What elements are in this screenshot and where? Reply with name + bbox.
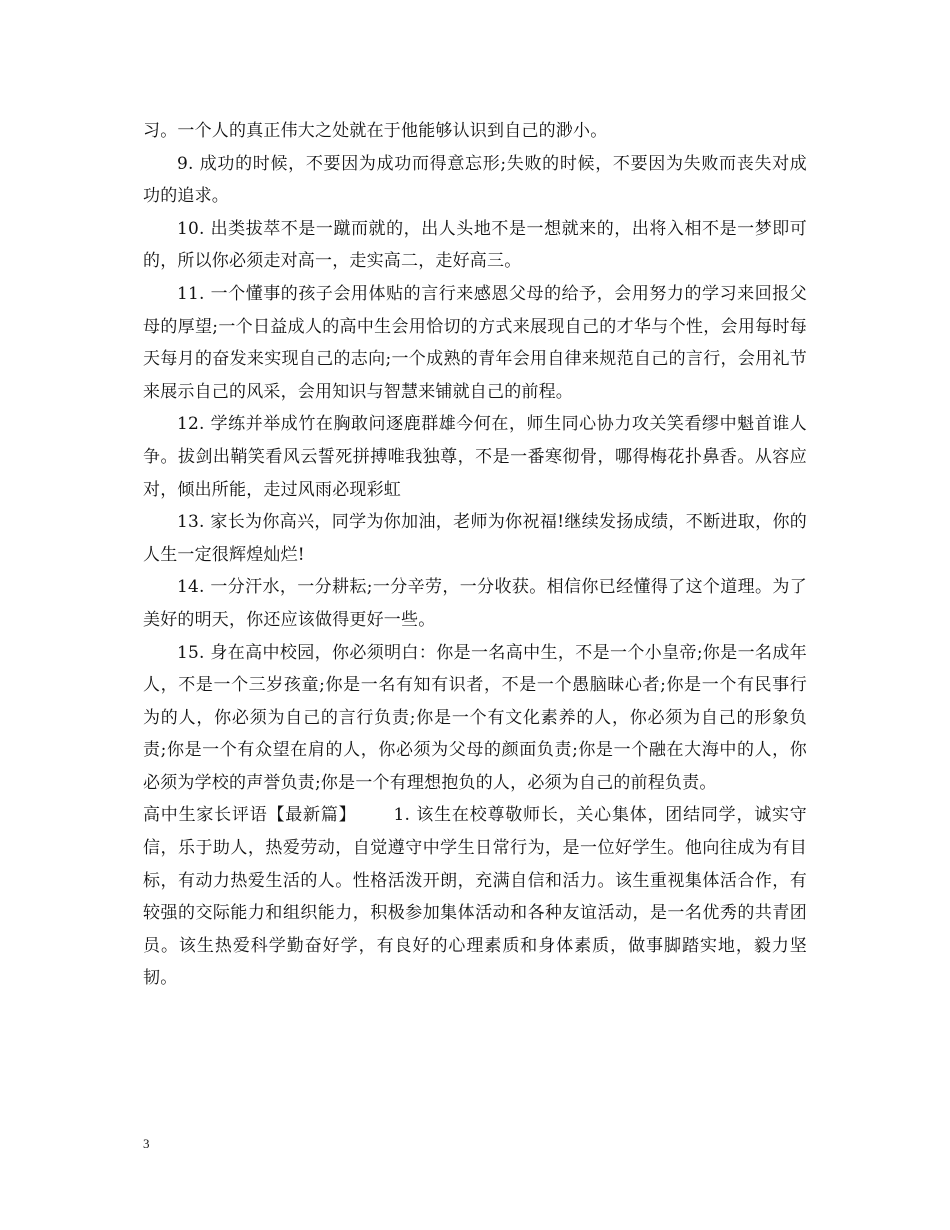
- paragraph-item-14: 14. 一分汗水，一分耕耘;一分辛劳，一分收获。相信你已经懂得了这个道理。为了美好的明天，你还应该做得更好一些。: [143, 577, 807, 630]
- paragraph-continuation: 习。一个人的真正伟大之处就在于他能够认识到自己的渺小。: [143, 121, 608, 141]
- heading-gap: [356, 805, 393, 825]
- document-body: [143, 115, 807, 995]
- page-number: 3: [143, 1136, 150, 1151]
- section-body: 1. 该生在校尊敬师长，关心集体，团结同学，诚实守信，乐于助人，热爱劳动，自觉遵守中学生日常行为，是一位好学生。他向往成为有目标，有动力热爱生活的人。性格活泼开朗，充满自信和活力。该生重视集体活合作，有较强的交际能力和组织能力，积极参加集体活动和各种友谊活动，是一名优秀的共青团员。该生热爱科学勤奋好学，有良好的心理素质和身体素质，做事脚踏实地，毅力坚韧。: [143, 805, 807, 989]
- paragraph-item-13: 13. 家长为你高兴，同学为你加油，老师为你祝福!继续发扬成绩，不断进取，你的人生一定很辉煌灿烂!: [143, 512, 807, 565]
- paragraph-item-9: 9. 成功的时候，不要因为成功而得意忘形;失败的时候，不要因为失败而丧失对成功的追求。: [143, 153, 807, 207]
- paragraph-item-15: 15. 身在高中校园，你必须明白：你是一名高中生，不是一个小皇帝;你是一名成年人，不是一个三岁孩童;你是一名有知有识者，不是一个愚脑昧心者;你是一个有民事行为的人，你必须为自己的言行负责;你是一个有文化素养的人，你必须为自己的形象负责;你是一个有众望在肩的人，你必须为父母的颜面负责;你是一个融在大海中的人，你必须为学校的声誉负责;你是一个有理想抱负的人，必须为自己的前程负责。: [143, 642, 807, 793]
- paragraph-item-12: 12. 学练并举成竹在胸敢问逐鹿群雄今何在，师生同心协力攻关笑看缪中魁首谁人争。拔剑出鞘笑看风云誓死拼搏唯我独尊，不是一番寒彻骨，哪得梅花扑鼻香。从容应对，倾出所能，走过风雨必现彩虹: [143, 414, 807, 500]
- paragraph-item-10: 10. 出类拔萃不是一蹴而就的，出人头地不是一想就来的，出将入相不是一梦即可的，所以你必须走对高一，走实高二，走好高三。: [143, 218, 807, 272]
- section-heading: 高中生家长评语【最新篇】: [143, 805, 357, 826]
- paragraph-item-11: 11. 一个懂事的孩子会用体贴的言行来感恩父母的给予，会用努力的学习来回报父母的厚望;一个日益成人的高中生会用恰切的方式来展现自己的才华与个性，会用每时每天每月的奋发来实现自己的志向;一个成熟的青年会用自律来规范自己的言行，会用礼节来展示自己的风采，会用知识与智慧来铺就自己的前程。: [143, 283, 807, 402]
- section-paragraph: [143, 799, 807, 995]
